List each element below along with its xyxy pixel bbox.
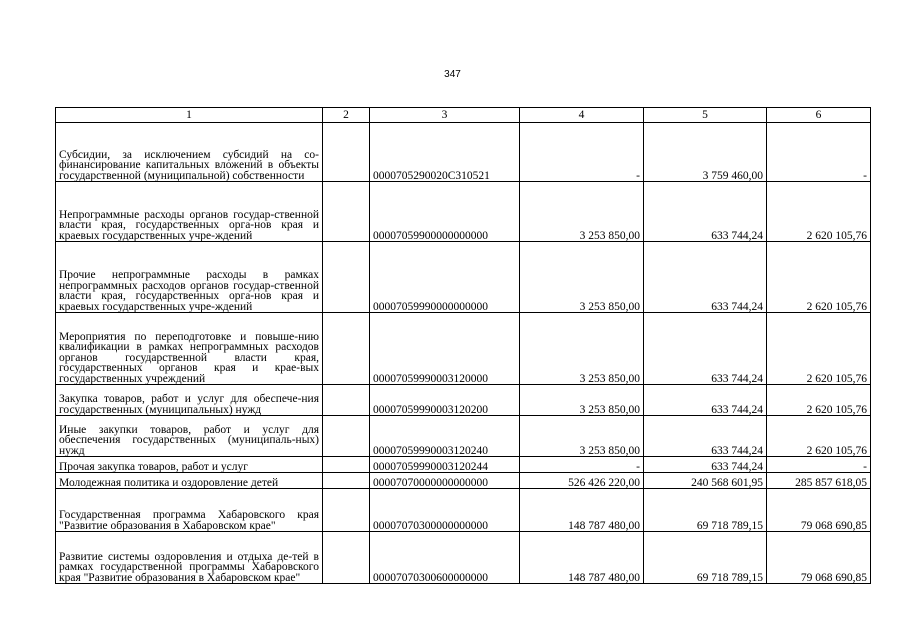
- table-row: [56, 532, 871, 584]
- row-name: Иные закупки товаров, работ и услуг для обеспечения государственных (муниципаль-ных) нужд: [56, 416, 323, 457]
- row-value-col5: 69 718 789,15: [644, 489, 767, 532]
- row-code: 00007059990003120000: [370, 313, 520, 385]
- row-value-col4: 3 253 850,00: [520, 385, 644, 416]
- row-value-col5: 3 759 460,00: [644, 123, 767, 182]
- row-col2: [323, 123, 370, 182]
- row-code: 00007070000000000000: [370, 473, 520, 489]
- row-value-col5: 69 718 789,15: [644, 532, 767, 584]
- row-col2: [323, 489, 370, 532]
- table-row: [56, 385, 871, 416]
- row-value-col4: 148 787 480,00: [520, 532, 644, 584]
- row-value-col4: 526 426 220,00: [520, 473, 644, 489]
- row-value-col5: 633 744,24: [644, 182, 767, 242]
- row-col2: [323, 473, 370, 489]
- row-value-col6: -: [767, 457, 871, 473]
- row-name: Прочие непрограммные расходы в рамках непрограммных расходов органов государ-ственной власти края, государственных орга-нов края и краевых государственных учре-ждений: [56, 242, 323, 313]
- row-col2: [323, 416, 370, 457]
- table-row: [56, 242, 871, 313]
- row-name: Закупка товаров, работ и услуг для обеспече-ния государственных (муниципальных) нужд: [56, 385, 323, 416]
- row-name: Государственная программа Хабаровского края "Развитие образования в Хабаровском крае": [56, 489, 323, 532]
- row-value-col5: 633 744,24: [644, 416, 767, 457]
- row-value-col4: 3 253 850,00: [520, 416, 644, 457]
- column-header: 5: [644, 108, 767, 123]
- row-value-col6: 2 620 105,76: [767, 313, 871, 385]
- row-value-col4: 3 253 850,00: [520, 242, 644, 313]
- row-value-col4: 3 253 850,00: [520, 182, 644, 242]
- row-value-col5: 633 744,24: [644, 313, 767, 385]
- row-value-col4: -: [520, 457, 644, 473]
- row-code: 00007059990003120244: [370, 457, 520, 473]
- row-col2: [323, 182, 370, 242]
- row-value-col4: 148 787 480,00: [520, 489, 644, 532]
- table-row: [56, 123, 871, 182]
- row-value-col4: -: [520, 123, 644, 182]
- row-value-col6: 79 068 690,85: [767, 489, 871, 532]
- column-header: 3: [370, 108, 520, 123]
- row-value-col5: 633 744,24: [644, 457, 767, 473]
- row-value-col6: 79 068 690,85: [767, 532, 871, 584]
- row-value-col6: -: [767, 123, 871, 182]
- row-code: 00007059990003120240: [370, 416, 520, 457]
- row-name: Мероприятия по переподготовке и повыше-нию квалификации в рамках непрограммных расходов органов государственной власти края, государственных органов края и крае-вых государственных учреждений: [56, 313, 323, 385]
- column-header: 6: [767, 108, 871, 123]
- row-code: 00007070300000000000: [370, 489, 520, 532]
- row-col2: [323, 385, 370, 416]
- row-value-col5: 633 744,24: [644, 385, 767, 416]
- row-code: 0000705290020С310521: [370, 123, 520, 182]
- row-code: 00007059900000000000: [370, 182, 520, 242]
- column-header: 4: [520, 108, 644, 123]
- row-value-col5: 633 744,24: [644, 242, 767, 313]
- table-row: [56, 473, 871, 489]
- budget-table: [55, 107, 871, 584]
- row-name: Прочая закупка товаров, работ и услуг: [56, 457, 323, 473]
- row-value-col6: 2 620 105,76: [767, 416, 871, 457]
- row-name: Субсидии, за исключением субсидий на со-финансирование капитальных вложений в объекты государственной (муниципальной) собственности: [56, 123, 323, 182]
- row-name: Развитие системы оздоровления и отдыха де-тей в рамках государственной программы Хабаровского края "Развитие образования в Хабаровском крае": [56, 532, 323, 584]
- row-col2: [323, 313, 370, 385]
- row-name: Непрограммные расходы органов государ-ственной власти края, государственных орга-нов края и краевых государственных учре-ждений: [56, 182, 323, 242]
- table-row: [56, 182, 871, 242]
- table-row: [56, 416, 871, 457]
- row-value-col6: 2 620 105,76: [767, 182, 871, 242]
- row-code: 00007070300600000000: [370, 532, 520, 584]
- row-value-col6: 2 620 105,76: [767, 385, 871, 416]
- column-header: 2: [323, 108, 370, 123]
- row-value-col5: 240 568 601,95: [644, 473, 767, 489]
- column-header: 1: [56, 108, 323, 123]
- table-row: [56, 313, 871, 385]
- row-code: 00007059990000000000: [370, 242, 520, 313]
- row-col2: [323, 457, 370, 473]
- table-row: [56, 457, 871, 473]
- row-code: 00007059990003120200: [370, 385, 520, 416]
- row-value-col4: 3 253 850,00: [520, 313, 644, 385]
- table-row: [56, 489, 871, 532]
- row-col2: [323, 242, 370, 313]
- header-row: [56, 108, 871, 123]
- row-value-col6: 285 857 618,05: [767, 473, 871, 489]
- page-number: 347: [444, 69, 461, 80]
- row-value-col6: 2 620 105,76: [767, 242, 871, 313]
- row-col2: [323, 532, 370, 584]
- row-name: Молодежная политика и оздоровление детей: [56, 473, 323, 489]
